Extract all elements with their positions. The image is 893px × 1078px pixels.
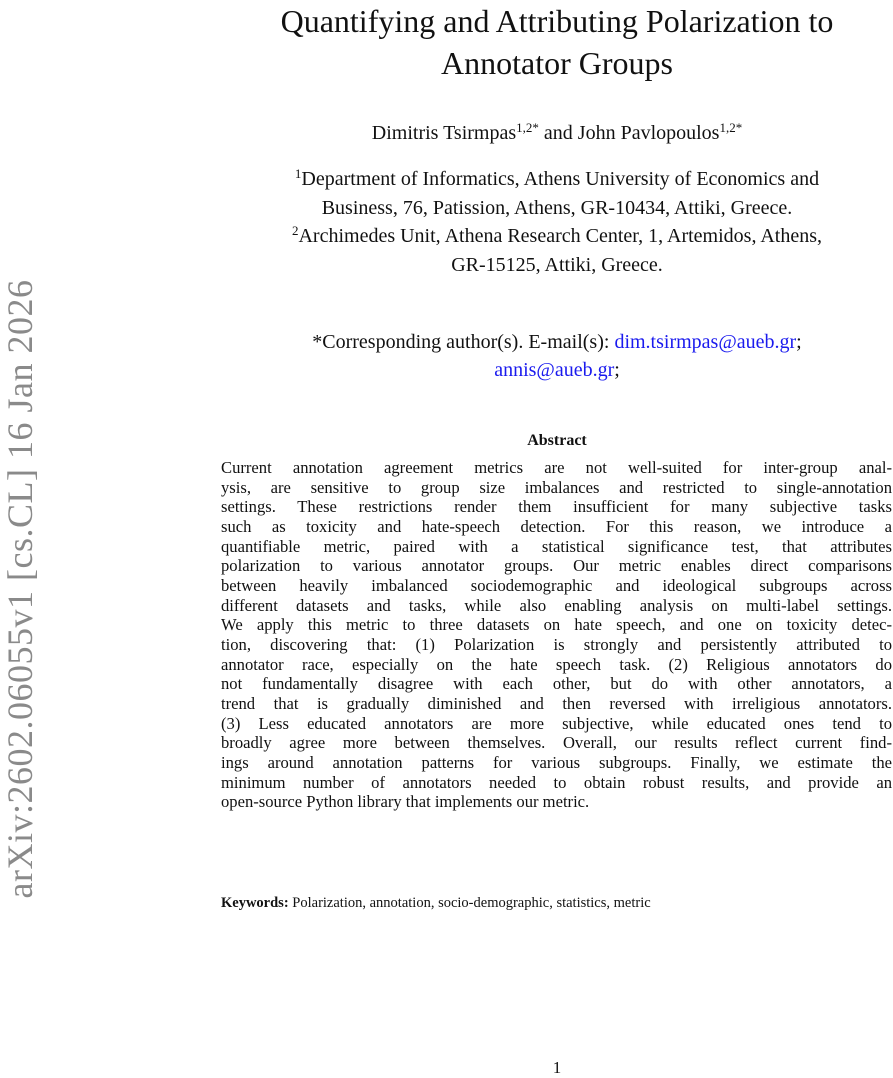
affil-line: Business, 76, Patission, Athens, GR-10434, Attiki, Greece. — [321, 196, 793, 219]
abstract-line: Current annotation agreement metrics are not well-suited for inter-group anal- — [221, 458, 892, 477]
author-list — [221, 122, 893, 145]
abstract-heading: Abstract — [527, 432, 587, 449]
abstract-line: (3) Less educated annotators are more subjective, while educated ones tend to — [221, 713, 892, 733]
abstract-line: such as toxicity and hate-speech detection. For this reason, we introduce a — [221, 516, 892, 536]
author-affil-sup: 1,2* — [516, 120, 539, 135]
affil-line: Department of Informatics, Athens University of Economics and — [301, 168, 820, 190]
abstract-line: different datasets and tasks, while also enabling analysis on multi-label settings. — [221, 595, 892, 615]
abstract-line: minimum number of annotators needed to obtain robust results, and provide an — [221, 772, 892, 792]
abstract-line: broadly agree more between themselves. Overall, our results reflect current find- — [221, 733, 892, 753]
affiliations — [221, 165, 893, 279]
paper-title — [221, 0, 893, 84]
abstract-line: quantifiable metric, paired with a statistical significance test, that attributes — [221, 536, 892, 556]
author-conj: and — [543, 122, 573, 144]
abstract-line: ings around annotation patterns for various subgroups. Finally, we estimate the — [221, 752, 892, 772]
author-affil-sup: 1,2* — [719, 120, 743, 135]
separator: ; — [796, 331, 802, 353]
abstract-line: polarization to various annotator groups. Our metric enables direct comparisons — [221, 556, 892, 576]
affil-line: Archimedes Unit, Athena Research Center, 1, Artemidos, Athens, — [298, 225, 823, 247]
page-number: 1 — [552, 1058, 562, 1077]
abstract-line: annotator race, especially on the hate speech task. (2) Religious annotators do — [221, 654, 892, 674]
author-name: Dimitris Tsirmpas — [371, 122, 517, 144]
separator: ; — [614, 359, 620, 381]
arxiv-stamp: arXiv:2602.06055v1 [cs.CL] 16 Jan 2026 — [0, 279, 40, 899]
corresponding-author — [221, 328, 893, 384]
affil-sup: 2 — [291, 223, 299, 238]
abstract-line: ysis, are sensitive to group size imbalances and restricted to single-annotation — [221, 477, 892, 497]
title-line: Annotator Groups — [441, 45, 673, 81]
keywords — [221, 895, 651, 912]
title-line: Quantifying and Attributing Polarization to — [280, 3, 834, 39]
affil-line: GR-15125, Attiki, Greece. — [451, 253, 663, 276]
abstract-line: between heavily imbalanced sociodemographic and ideological subgroups across — [221, 575, 892, 595]
corr-prefix: *Corresponding author(s). E-mail(s): — [312, 331, 610, 353]
author-name: John Pavlopoulos — [577, 122, 720, 144]
abstract-line: trend that is gradually diminished and then reversed with irreligious annotators. — [221, 693, 892, 713]
abstract-line: not fundamentally disagree with each other, but do with other annotators, a — [221, 674, 892, 694]
affil-sup: 1 — [294, 166, 302, 181]
email-link[interactable]: annis@aueb.gr — [494, 359, 615, 381]
keywords-label: Keywords: — [221, 895, 289, 911]
abstract-line: settings. These restrictions render them insufficient for many subjective tasks — [221, 497, 892, 517]
email-link[interactable]: dim.tsirmpas@aueb.gr — [614, 331, 797, 353]
abstract-line: open-source Python library that implements our metric. — [221, 792, 590, 812]
keywords-text: Polarization, annotation, socio-demographic, statistics, metric — [292, 895, 651, 911]
abstract-line: We apply this metric to three datasets on hate speech, and one on toxicity detec- — [221, 615, 892, 635]
abstract-body — [221, 458, 892, 812]
abstract-line: tion, discovering that: (1) Polarization is strongly and persistently attributed to — [221, 634, 892, 654]
